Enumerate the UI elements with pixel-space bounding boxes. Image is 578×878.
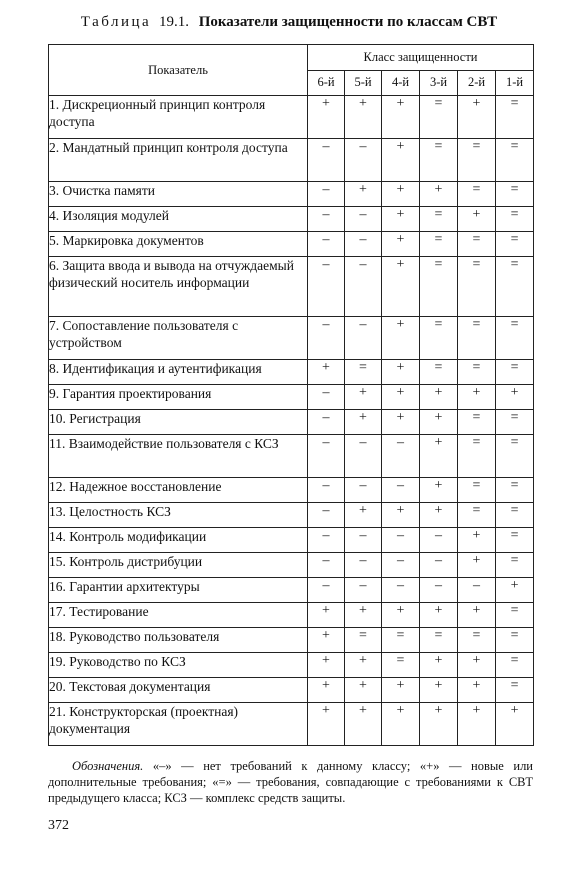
row-value: +	[382, 603, 420, 628]
row-value: +	[345, 385, 382, 410]
row-value: +	[458, 653, 496, 678]
row-value: =	[458, 257, 496, 317]
table-row	[49, 207, 534, 232]
row-value: –	[345, 528, 382, 553]
table-row	[49, 628, 534, 653]
row-value: =	[420, 628, 458, 653]
table-row	[49, 653, 534, 678]
row-indicator: 2. Мандатный принцип контроля доступа	[49, 139, 308, 182]
row-value: –	[345, 257, 382, 317]
row-value: =	[496, 317, 534, 360]
row-value: +	[496, 578, 534, 603]
row-value: +	[420, 678, 458, 703]
row-indicator: 10. Регистрация	[49, 410, 308, 435]
row-value: +	[382, 207, 420, 232]
table-row	[49, 232, 534, 257]
row-value: –	[345, 232, 382, 257]
table-row	[49, 360, 534, 385]
row-value: –	[308, 435, 345, 478]
row-value: =	[458, 503, 496, 528]
table-row	[49, 478, 534, 503]
row-value: +	[458, 207, 496, 232]
table-row	[49, 410, 534, 435]
row-value: +	[308, 628, 345, 653]
row-value: –	[308, 528, 345, 553]
row-indicator: 20. Текстовая документация	[49, 678, 308, 703]
row-value: +	[420, 703, 458, 746]
caption-title: Показатели защищенности по классам СВТ	[198, 14, 498, 30]
row-value: =	[496, 96, 534, 139]
table-row	[49, 703, 534, 746]
table-note	[48, 758, 533, 806]
row-value: –	[308, 207, 345, 232]
row-value: –	[420, 528, 458, 553]
caption-number: 19.1.	[158, 14, 189, 30]
row-value: +	[345, 653, 382, 678]
table-row	[49, 528, 534, 553]
table-row	[49, 139, 534, 182]
row-value: +	[345, 96, 382, 139]
note-lead: Обозначения.	[72, 759, 144, 773]
note-text: «–» — нет требований к данному классу; «+» — новые или дополнительные требования; «=» — требования, совпадающие с требованиями к СВТ предыдущего класса; КСЗ — комплекс средств защиты.	[48, 759, 533, 805]
row-indicator: 7. Сопоставление пользователя с устройством	[49, 317, 308, 360]
row-value: –	[345, 553, 382, 578]
row-value: +	[382, 257, 420, 317]
row-value: =	[420, 317, 458, 360]
row-value: –	[420, 553, 458, 578]
row-value: –	[308, 578, 345, 603]
row-value: =	[496, 528, 534, 553]
header-class: 4-й	[382, 70, 420, 96]
row-value: +	[308, 360, 345, 385]
row-value: =	[458, 410, 496, 435]
row-value: =	[496, 553, 534, 578]
row-value: =	[496, 478, 534, 503]
row-indicator: 9. Гарантия проектирования	[49, 385, 308, 410]
table-row	[49, 603, 534, 628]
row-value: +	[308, 678, 345, 703]
row-value: +	[308, 653, 345, 678]
row-indicator: 21. Конструкторская (проектная) документация	[49, 703, 308, 746]
row-value: =	[420, 257, 458, 317]
row-value: =	[345, 628, 382, 653]
table-row	[49, 578, 534, 603]
header-class: 5-й	[345, 70, 382, 96]
table-body	[49, 96, 534, 746]
row-value: =	[496, 182, 534, 207]
row-value: +	[308, 96, 345, 139]
row-value: –	[308, 478, 345, 503]
row-value: +	[345, 410, 382, 435]
row-value: +	[420, 503, 458, 528]
row-value: +	[382, 410, 420, 435]
row-value: =	[496, 678, 534, 703]
row-indicator: 4. Изоляция модулей	[49, 207, 308, 232]
header-class-group: Класс защищенности	[308, 45, 534, 71]
row-value: +	[345, 603, 382, 628]
security-classes-table	[48, 44, 534, 746]
row-value: +	[345, 678, 382, 703]
row-value: –	[420, 578, 458, 603]
row-indicator: 16. Гарантии архитектуры	[49, 578, 308, 603]
row-indicator: 13. Целостность КСЗ	[49, 503, 308, 528]
table-row	[49, 317, 534, 360]
row-value: +	[382, 317, 420, 360]
row-value: =	[458, 232, 496, 257]
page-number: 372	[48, 818, 69, 833]
row-value: –	[458, 578, 496, 603]
row-value: =	[496, 503, 534, 528]
row-value: –	[345, 317, 382, 360]
row-value: +	[458, 553, 496, 578]
row-value: +	[458, 385, 496, 410]
header-class: 2-й	[458, 70, 496, 96]
row-value: –	[308, 139, 345, 182]
row-value: –	[382, 578, 420, 603]
caption-label: Таблица	[80, 14, 152, 30]
table-row	[49, 385, 534, 410]
row-value: =	[420, 360, 458, 385]
row-indicator: 5. Маркировка документов	[49, 232, 308, 257]
row-value: =	[458, 182, 496, 207]
row-value: –	[382, 478, 420, 503]
row-value: –	[308, 257, 345, 317]
row-indicator: 15. Контроль дистрибуции	[49, 553, 308, 578]
row-indicator: 6. Защита ввода и вывода на отчуждаемый физический носитель информации	[49, 257, 308, 317]
row-indicator: 11. Взаимодействие пользователя с КСЗ	[49, 435, 308, 478]
row-value: –	[308, 385, 345, 410]
row-value: +	[382, 703, 420, 746]
row-value: =	[496, 360, 534, 385]
row-value: +	[382, 678, 420, 703]
row-value: =	[458, 360, 496, 385]
row-value: +	[420, 653, 458, 678]
row-value: –	[308, 182, 345, 207]
row-value: =	[496, 207, 534, 232]
row-value: +	[420, 478, 458, 503]
table-caption	[0, 14, 578, 31]
row-indicator: 8. Идентификация и аутентификация	[49, 360, 308, 385]
row-value: +	[345, 503, 382, 528]
row-value: =	[458, 317, 496, 360]
row-value: =	[496, 603, 534, 628]
row-value: =	[496, 628, 534, 653]
row-value: =	[382, 628, 420, 653]
row-value: +	[382, 232, 420, 257]
header-indicator: Показатель	[49, 45, 308, 96]
row-value: –	[308, 232, 345, 257]
row-indicator: 12. Надежное восстановление	[49, 478, 308, 503]
row-value: +	[496, 703, 534, 746]
row-indicator: 17. Тестирование	[49, 603, 308, 628]
row-value: =	[458, 435, 496, 478]
row-value: =	[420, 96, 458, 139]
row-value: =	[496, 653, 534, 678]
row-value: –	[382, 553, 420, 578]
row-value: =	[420, 139, 458, 182]
table-row	[49, 435, 534, 478]
row-value: +	[308, 703, 345, 746]
row-value: =	[458, 628, 496, 653]
row-value: +	[382, 182, 420, 207]
row-value: =	[345, 360, 382, 385]
row-value: =	[496, 410, 534, 435]
table-row	[49, 96, 534, 139]
row-value: +	[345, 182, 382, 207]
row-value: +	[496, 385, 534, 410]
table-row	[49, 678, 534, 703]
row-value: +	[458, 603, 496, 628]
row-value: +	[382, 360, 420, 385]
table-row	[49, 503, 534, 528]
row-value: =	[382, 653, 420, 678]
row-value: +	[382, 96, 420, 139]
row-value: =	[496, 257, 534, 317]
row-value: +	[420, 385, 458, 410]
row-indicator: 18. Руководство пользователя	[49, 628, 308, 653]
row-value: –	[308, 317, 345, 360]
row-value: +	[382, 503, 420, 528]
header-class: 6-й	[308, 70, 345, 96]
row-value: +	[382, 139, 420, 182]
row-value: =	[420, 207, 458, 232]
row-value: –	[308, 410, 345, 435]
row-value: –	[345, 435, 382, 478]
row-value: +	[420, 182, 458, 207]
row-value: +	[458, 96, 496, 139]
table-row	[49, 257, 534, 317]
row-value: –	[308, 503, 345, 528]
row-value: +	[382, 385, 420, 410]
row-value: –	[382, 528, 420, 553]
row-value: +	[308, 603, 345, 628]
row-value: =	[496, 139, 534, 182]
row-value: =	[496, 435, 534, 478]
row-indicator: 19. Руководство по КСЗ	[49, 653, 308, 678]
row-value: –	[345, 478, 382, 503]
row-value: –	[345, 207, 382, 232]
row-value: –	[345, 139, 382, 182]
table-row	[49, 553, 534, 578]
row-value: –	[382, 435, 420, 478]
row-value: =	[458, 478, 496, 503]
row-value: +	[420, 603, 458, 628]
row-value: +	[345, 703, 382, 746]
table-row	[49, 182, 534, 207]
row-value: +	[458, 528, 496, 553]
row-value: =	[458, 139, 496, 182]
row-value: +	[420, 410, 458, 435]
row-value: =	[420, 232, 458, 257]
row-value: +	[458, 703, 496, 746]
row-indicator: 1. Дискреционный принцип контроля доступа	[49, 96, 308, 139]
row-value: +	[458, 678, 496, 703]
header-class: 1-й	[496, 70, 534, 96]
row-indicator: 14. Контроль модификации	[49, 528, 308, 553]
row-indicator: 3. Очистка памяти	[49, 182, 308, 207]
row-value: +	[420, 435, 458, 478]
row-value: –	[345, 578, 382, 603]
row-value: –	[308, 553, 345, 578]
row-value: =	[496, 232, 534, 257]
header-class: 3-й	[420, 70, 458, 96]
